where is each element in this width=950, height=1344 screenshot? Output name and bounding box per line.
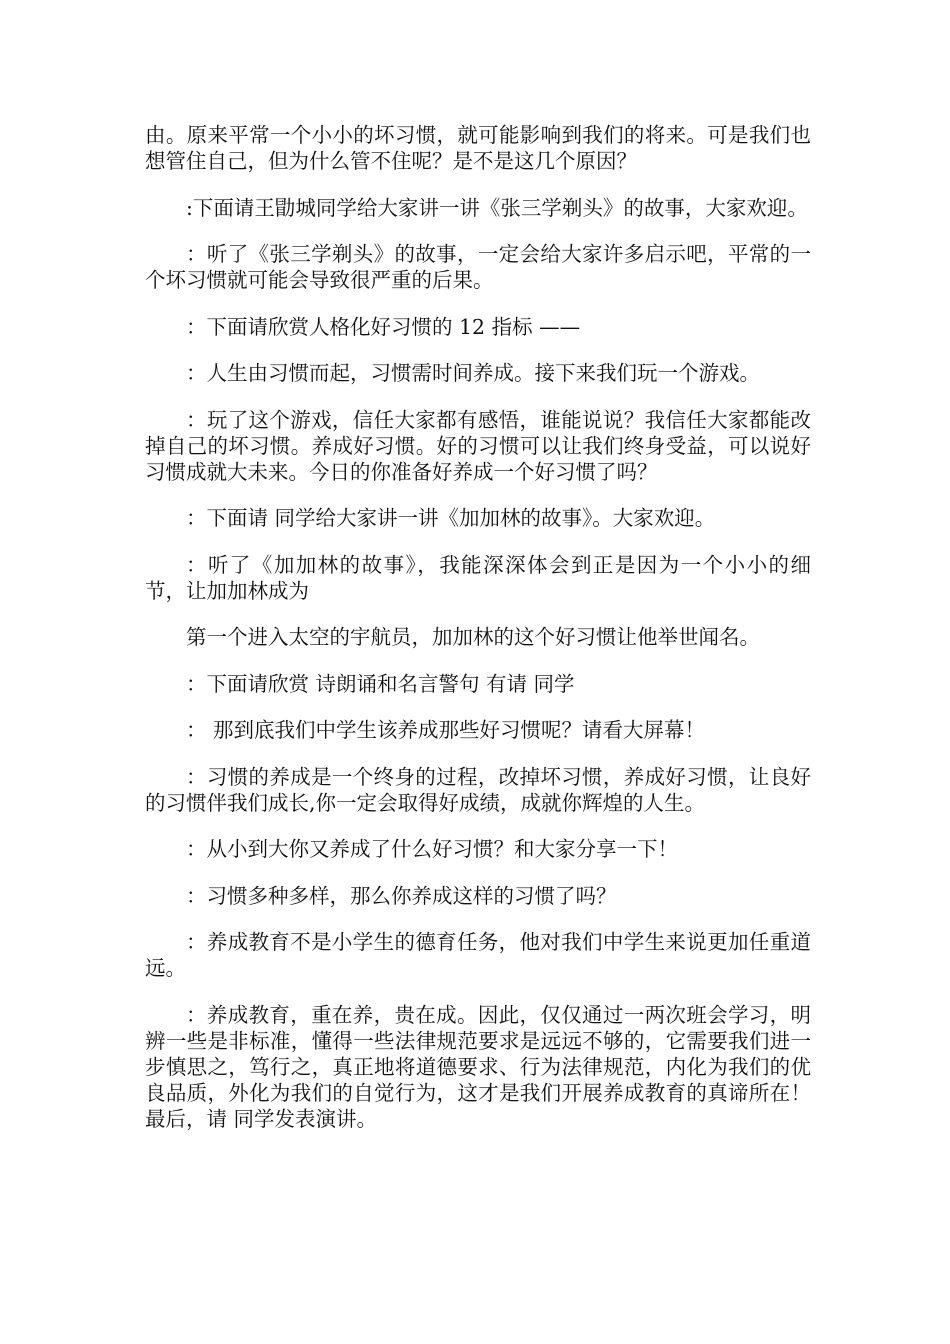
document-page — [145, 122, 811, 1152]
paragraph-8: ：听了《加加林的故事》，我能深深体会到正是因为一个小小的细节，让加加林成为 — [145, 552, 811, 603]
paragraph-2: :下面请王勖城同学给大家讲一讲《张三学剃头》的故事，大家欢迎。 — [186, 195, 808, 220]
paragraph-4: ：下面请欣赏人格化好习惯的 12 指标 —— — [186, 314, 581, 339]
paragraph-13: ：从小到大你又养成了什么好习惯？和大家分享一下！ — [186, 837, 678, 861]
paragraph-5: ：人生由习惯而起，习惯需时间养成。接下来我们玩一个游戏。 — [186, 361, 760, 385]
paragraph-16: ：养成教育，重在养，贵在成。因此，仅仅通过一两次班会学习，明辨一些是非标准，懂得一些法律规范要求是远远不够的，它需要我们进一步慎思之，笃行之，真正地将道德要求、行为法律规范，内化为我们的优良品质，外化为我们的自觉行为，这才是我们开展养成教育的真谛所在！最后，请 同学发表演讲。 — [145, 1002, 811, 1131]
paragraph-11: ： 那到底我们中学生该养成那些好习惯呢？请看大屏幕！ — [186, 718, 706, 742]
paragraph-6: ：玩了这个游戏，信任大家都有感悟，谁能说说？我信任大家都能改掉自己的坏习惯。养成好习惯。好的习惯可以让我们终身受益，可以说好习惯成就大未来。今日的你准备好养成一个好习惯了吗？ — [145, 407, 811, 484]
paragraph-14: ：习惯多种多样，那么你养成这样的习惯了吗？ — [186, 883, 617, 908]
paragraph-10: ：下面请欣赏 诗朗诵和名言警句 有请 同学 — [186, 671, 575, 696]
paragraph-3: ：听了《张三学剃头》的故事，一定会给大家许多启示吧，平常的一个坏习惯就可能会导致很严重的后果。 — [145, 242, 811, 292]
paragraph-1: 由。原来平常一个小小的坏习惯，就可能影响到我们的将来。可是我们也想管住自己，但为什么管不住呢？是不是这几个原因？ — [145, 123, 811, 173]
paragraph-15: ：养成教育不是小学生的德育任务，他对我们中学生来说更加任重道远。 — [145, 930, 811, 980]
paragraph-7: ：下面请 同学给大家讲一讲《加加林的故事》。大家欢迎。 — [186, 506, 716, 530]
paragraph-9: 第一个进入太空的宇航员，加加林的这个好习惯让他举世闻名。 — [186, 625, 760, 649]
paragraph-12: ：习惯的养成是一个终身的过程，改掉坏习惯，养成好习惯，让良好的习惯伴我们成长,你一定会取得好成绩，成就你辉煌的人生。 — [145, 764, 811, 815]
